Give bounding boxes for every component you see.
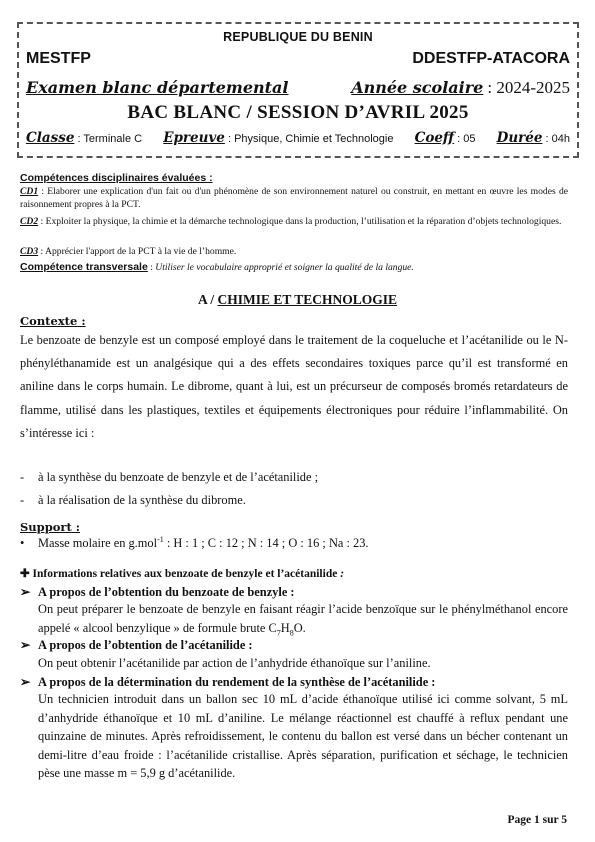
classe-label: Classe [26,130,75,146]
coeff-info [415,130,476,146]
formula-part: H [280,620,290,635]
info-text-part: On peut préparer le benzoate de benzyle en faisant réagir l’acide benzoïque sur le phénylméthanol encore appelé « alcool benzylique » de formule brute C [38,602,568,635]
info-heading-benzoate [20,584,295,600]
section-prefix: A / [197,292,218,307]
info-text-acetanilide: On peut obtenir l’acétanilide par action de l’anhydride éthanoïque sur l’aniline. [38,656,431,670]
support-heading [20,520,80,534]
info-title-end: : [337,568,345,580]
transversale-label: Compétence transversale [20,261,148,273]
cross-icon: ✚ [20,568,30,580]
competence-cd1 [20,186,568,211]
list-item [20,470,318,485]
republic-title: REPUBLIQUE DU BENIN [223,30,373,44]
info-heading-rendement [20,674,435,690]
info-title-text: Informations relatives aux benzoate de benzyle et l’acétanilide [32,568,338,580]
info-text-rendement: Un technicien introduit dans un ballon sec 10 mL d’acide éthanoïque utilisé ici comme solvant, 5 mL d’anhydride éthanoïque et 10 mL d’aniline. Le mélange réactionnel est chauffé à reflux pendant une quinzaine de minutes. Après refroidissement, le contenu du ballon est versé dans un bécher contenant un demi-litre d’eau froide : l’acétanilide cristallise. Après séparation, purification et séchage, le technicien pèse une masse m = 5,9 g d’acétanilide. [38,692,568,780]
info-heading-text: A propos de l’obtention de l’acétanilide : [38,638,253,652]
header-box [17,22,579,158]
classe-value: : Terminale C [77,133,143,145]
classe-info [26,130,142,146]
transversale-text: Utiliser le vocabulaire approprié et soigner la qualité de la langue. [155,262,414,273]
contexte-colon: : [77,314,86,328]
list-item-text: à la synthèse du benzoate de benzyle et de l’acétanilide ; [38,470,319,484]
list-item [20,493,246,508]
competence-code: CD3 [20,246,39,257]
formula-subscript: 8 [289,627,294,637]
support-item-molar-mass [20,535,369,551]
dash-bullet: - [20,493,25,507]
header-orgs [26,50,570,68]
list-item-text: à la réalisation de la synthèse du dibrome. [38,493,246,507]
formula-part: O. [293,620,306,635]
contexte-heading [20,314,86,328]
competence-code: CD2 [20,216,39,227]
competence-transversale [20,261,568,275]
duree-info [497,130,570,146]
info-heading-acetanilide [20,637,253,653]
masse-prefix: Masse molaire en g.mol [38,536,158,551]
year-value: : 2024-2025 [487,78,570,97]
masse-values: : H : 1 ; C : 12 ; N : 14 ; O : 16 ; Na : 23. [163,536,369,551]
epreuve-info [163,130,393,146]
competence-text: : Apprécier l'apport de la PCT à la vie de l’homme. [38,246,237,257]
bac-title: BAC BLANC / SESSION D’AVRIL 2025 [127,102,469,123]
arrow-icon: ➢ [20,585,31,599]
page-number: Page 1 sur 5 [507,814,567,826]
formula-subscript: 7 [276,627,281,637]
epreuve-value: : Physique, Chimie et Technologie [227,133,394,145]
coeff-value: : 05 [457,133,476,145]
arrow-icon: ➢ [20,638,31,652]
support-colon: : [71,520,81,534]
exam-row [26,78,570,98]
duree-value: : 04h [545,133,570,145]
duree-label: Durée [496,130,543,146]
support-label: Support [20,520,72,534]
competence-cd3 [20,246,568,259]
directorate-name: DDESTFP-ATACORA [412,50,570,67]
ministry-name: MESTFP [26,50,91,67]
bullet-icon: • [20,536,25,551]
arrow-icon: ➢ [20,675,31,689]
coeff-label: Coeff [414,130,455,146]
competence-code: CD1 [20,186,39,197]
competence-cd2 [20,216,568,229]
competence-text: : Exploiter la physique, la chimie et la démarche technologique dans la production, l’utilisation et la réparation d’objets technologiques. [38,216,562,227]
contexte-label: Contexte [20,314,78,328]
info-heading-text: A propos de la détermination du rendement de la synthèse de l’acétanilide : [38,675,436,689]
transversale-sep: : [147,262,156,273]
year-label: Année scolaire [351,78,484,97]
section-title [0,292,595,308]
info-heading-text: A propos de l’obtention du benzoate de benzyle : [38,585,295,599]
exam-meta [26,130,570,146]
section-name: CHIMIE ET TECHNOLOGIE [217,292,398,307]
info-title [20,566,344,580]
competences-title: Compétences disciplinaires évaluées : [20,172,213,184]
school-year [351,78,570,98]
exam-label: Examen blanc départemental [26,78,289,97]
masse-exponent: -1 [157,535,164,544]
dash-bullet: - [20,470,25,484]
competence-text: : Elaborer une explication d'un fait ou d'un phénomène de son environnement naturel ou construit, en mettant en œuvre les modes de raisonnement propres à la PCT. [20,186,568,210]
epreuve-label: Epreuve [163,130,225,146]
contexte-paragraph: Le benzoate de benzyle est un composé employé dans le traitement de la coqueluche et l’acétanilide ou le N-phényléthanamide est un analgésique qui a des effets secondaires toxiques parce qu’il est transformé en aniline dans le corps humain. Le dibrome, quant à lui, est un précurseur de composés bromés retardateurs de flamme, utilisé dans les plastiques, textiles et équipements électroniques pour réduire l’inflammabilité. On s’intéresse ici : [20,333,568,440]
